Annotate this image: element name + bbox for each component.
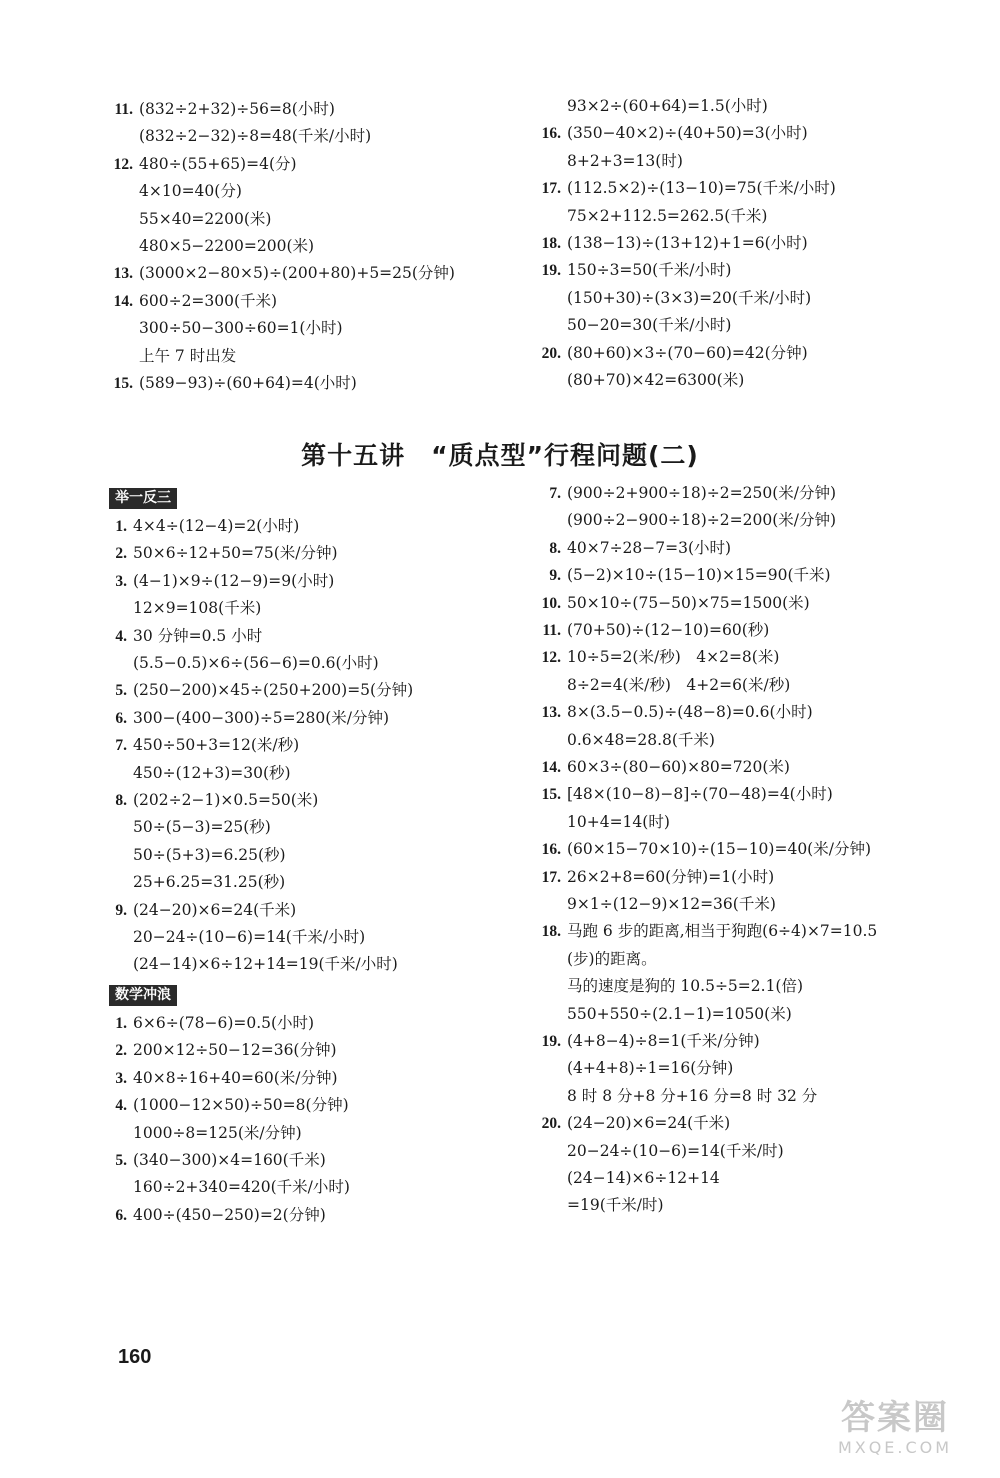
answer-text: (24−20)×6=24(千米)	[567, 1114, 731, 1133]
answer-line	[133, 1120, 302, 1147]
answer-text: (70+50)÷(12−10)=60(秒)	[567, 621, 770, 639]
answer-line	[567, 672, 790, 699]
answer-text: 10+4=14(时)	[567, 812, 670, 831]
answer-text: 8×(3.5−0.5)÷(48−8)=0.6(小时)	[567, 703, 813, 722]
answer-line	[567, 367, 744, 394]
answer-text: 50÷(5+3)=6.25(秒)	[133, 845, 286, 864]
answer-line	[541, 864, 775, 891]
answer-line	[567, 1055, 733, 1082]
answer-text: 300÷50−300÷60=1(小时)	[139, 319, 343, 338]
answer-line	[133, 595, 261, 622]
answer-text: (900÷2−900÷18)÷2=200(米/分钟)	[567, 511, 837, 530]
watermark-url: MXQE.COM	[837, 1438, 953, 1457]
answer-text: (3000×2−80×5)÷(200+80)+5=25(分钟)	[139, 264, 455, 283]
answer-text: 480÷(55+65)=4(分)	[139, 154, 297, 173]
answer-text: 93×2÷(60+64)=1.5(小时)	[567, 97, 768, 115]
answer-text: 0.6×48=28.8(千米)	[567, 730, 715, 749]
answer-text: 4×10=40(分)	[139, 182, 242, 201]
answer-line	[115, 732, 300, 759]
answer-line	[133, 951, 398, 978]
question-number: 14.	[541, 759, 561, 776]
answer-text: (60×15−70×10)÷(15−10)=40(米/分钟)	[567, 840, 871, 859]
answer-text: (4+4+8)÷1=16(分钟)	[567, 1059, 734, 1078]
answer-line	[567, 312, 731, 339]
answer-line	[139, 233, 314, 260]
watermark-logo-text: 答案圈	[841, 1398, 949, 1438]
answer-line	[541, 699, 813, 726]
answer-line	[567, 507, 836, 534]
answer-text: 40×7÷28−7=3(小时)	[567, 538, 732, 557]
section-badge-juyifansan: 举一反三	[109, 488, 177, 509]
answer-line	[541, 781, 833, 808]
answer-text: (5.5−0.5)×6÷(56−6)=0.6(小时)	[133, 654, 379, 672]
question-number: 11.	[542, 622, 561, 639]
answer-text: 6×6÷(78−6)=0.5(小时)	[133, 1014, 315, 1032]
answer-text: (250−200)×45÷(250+200)=5(分钟)	[133, 681, 414, 700]
answer-text: (24−20)×6=24(千米)	[133, 900, 297, 919]
answer-line	[139, 178, 242, 205]
answer-text: 40×8÷16+40=60(米/分钟)	[133, 1068, 338, 1087]
answer-line	[541, 175, 836, 202]
question-number: 5.	[115, 682, 127, 700]
answer-text: 4×4÷(12−4)=2(小时)	[133, 517, 300, 535]
question-number: 1.	[115, 518, 127, 535]
answer-line	[115, 540, 338, 567]
answer-text: 480×5−2200=200(米)	[139, 237, 315, 255]
answer-line	[567, 891, 776, 918]
answer-line	[115, 1010, 315, 1037]
answer-text: 8÷2=4(米/秒) 4+2=6(米/秒)	[567, 675, 791, 694]
question-number: 2.	[115, 1042, 127, 1060]
answer-text: 160÷2+340=420(千米/小时)	[133, 1178, 350, 1197]
answer-text: (112.5×2)÷(13−10)=75(千米/小时)	[567, 179, 836, 198]
question-number: 17.	[541, 868, 561, 886]
answer-line	[133, 1174, 350, 1201]
answer-line	[133, 760, 291, 787]
answer-line	[541, 644, 780, 671]
answer-text: 50−20=30(千米/小时)	[567, 316, 732, 335]
answer-text: 马跑 6 步的距离,相当于狗跑(6÷4)×7=10.5	[567, 922, 878, 941]
answer-text: 25+6.25=31.25(秒)	[133, 873, 286, 892]
answer-line	[541, 754, 790, 781]
answer-line	[115, 623, 263, 650]
answer-line	[113, 370, 357, 397]
answer-line	[567, 727, 715, 754]
answer-line	[567, 946, 657, 973]
answer-text: =19(千米/时)	[567, 1196, 664, 1215]
answer-line	[115, 1092, 349, 1119]
question-number: 18.	[541, 235, 561, 252]
answer-text: 50×6÷12+50=75(米/分钟)	[133, 544, 338, 563]
answer-text: (202÷2−1)×0.5=50(米)	[133, 791, 319, 809]
question-number: 12.	[541, 649, 561, 667]
answer-line	[115, 1037, 337, 1064]
answer-text: (5−2)×10÷(15−10)×15=90(千米)	[567, 566, 831, 585]
question-number: 9.	[549, 567, 561, 585]
answer-text: (150+30)÷(3×3)=20(千米/小时)	[567, 288, 812, 307]
answer-text: 200×12÷50−12=36(分钟)	[133, 1041, 337, 1060]
answer-text: 450÷50+3=12(米/秒)	[133, 736, 300, 755]
question-number: 2.	[115, 545, 127, 563]
answer-line	[549, 562, 831, 589]
question-number: 1.	[115, 1015, 127, 1032]
answer-line	[133, 842, 286, 869]
answer-text: (步)的距离。	[567, 949, 657, 968]
answer-line	[567, 1138, 784, 1165]
answer-text: (589−93)÷(60+64)=4(小时)	[139, 374, 357, 392]
answer-line	[113, 260, 455, 287]
answer-text: 1000÷8=125(米/分钟)	[133, 1123, 302, 1142]
answer-text: (832÷2−32)÷8=48(千米/小时)	[139, 127, 372, 146]
answer-text: 55×40=2200(米)	[139, 209, 272, 228]
answer-line	[133, 814, 271, 841]
answer-line	[567, 285, 811, 312]
question-number: 17.	[541, 180, 561, 198]
answer-text: 150÷3=50(千米/小时)	[567, 261, 732, 280]
question-number: 16.	[541, 125, 561, 143]
answer-line	[567, 1165, 720, 1192]
question-number: 13.	[541, 704, 561, 722]
answer-text: (340−300)×4=160(千米)	[133, 1151, 326, 1169]
answer-line	[115, 897, 297, 924]
answer-line	[541, 918, 878, 945]
answer-text: (138−13)÷(13+12)+1=6(小时)	[567, 234, 808, 252]
question-number: 19.	[541, 1033, 561, 1050]
answer-text: 60×3÷(80−60)×80=720(米)	[567, 758, 790, 776]
answer-line	[113, 288, 278, 315]
answer-line	[541, 340, 808, 367]
answer-text: 50÷(5−3)=25(秒)	[133, 818, 271, 837]
answer-text: 20−24÷(10−6)=14(千米/时)	[567, 1141, 784, 1160]
question-number: 3.	[115, 572, 127, 590]
answer-line	[139, 315, 343, 342]
answer-line	[115, 513, 300, 540]
answer-line	[115, 677, 414, 704]
question-number: 19.	[541, 262, 561, 280]
question-number: 20.	[541, 1115, 561, 1133]
answer-line	[133, 869, 285, 896]
question-number: 6.	[115, 1206, 127, 1224]
answer-text: 马的速度是狗的 10.5÷5=2.1(倍)	[567, 977, 804, 996]
question-number: 14.	[113, 292, 133, 310]
question-number: 7.	[549, 485, 561, 502]
answer-text: (24−14)×6÷12+14=19(千米/小时)	[133, 955, 398, 974]
question-number: 11.	[114, 101, 133, 118]
answer-line	[549, 535, 732, 562]
question-number: 20.	[541, 344, 561, 362]
answer-text: (1000−12×50)÷50=8(分钟)	[133, 1096, 349, 1115]
answer-text: 450÷(12+3)=30(秒)	[133, 763, 291, 782]
question-number: 5.	[115, 1152, 127, 1169]
answer-line	[115, 1202, 326, 1229]
answer-text: (4+8−4)÷8=1(千米/分钟)	[567, 1032, 760, 1050]
answer-text: (4−1)×9÷(12−9)=9(小时)	[133, 571, 335, 590]
question-number: 18.	[541, 923, 561, 941]
answer-text: (832÷2+32)÷56=8(小时)	[139, 100, 335, 118]
answer-text: 50×10÷(75−50)×75=1500(米)	[567, 593, 810, 612]
answer-text: 12×9=108(千米)	[133, 599, 262, 618]
answer-line	[115, 1065, 338, 1092]
question-number: 15.	[113, 375, 133, 392]
answer-text: 上午 7 时出发	[139, 346, 237, 365]
section-badge-shuxuechonglang: 数学冲浪	[109, 985, 177, 1006]
question-number: 12.	[113, 155, 133, 173]
answer-text: (80+70)×42=6300(米)	[567, 371, 745, 389]
answer-line	[541, 230, 808, 257]
answer-line	[549, 480, 837, 507]
answer-text: 75×2+112.5=262.5(千米)	[567, 206, 768, 225]
answer-line	[115, 787, 319, 814]
answer-line	[567, 1083, 817, 1110]
answer-text: 8 时 8 分+8 分+16 分=8 时 32 分	[567, 1086, 818, 1105]
page-number: 160	[118, 1346, 152, 1368]
answer-line	[115, 1147, 326, 1174]
question-number: 16.	[541, 841, 561, 859]
question-number: 7.	[115, 737, 127, 755]
answer-line	[541, 836, 871, 863]
answer-line	[541, 1110, 731, 1137]
answer-line	[541, 257, 732, 284]
answer-line	[139, 343, 236, 370]
answer-text: 600÷2=300(千米)	[139, 291, 278, 310]
question-number: 10.	[541, 594, 561, 612]
answer-text: (80+60)×3÷(70−60)=42(分钟)	[567, 343, 808, 362]
answer-line	[541, 1028, 760, 1055]
answer-line	[115, 568, 335, 595]
question-number: 4.	[115, 1097, 127, 1115]
answer-line	[133, 650, 379, 677]
answer-text: (900÷2+900÷18)÷2=250(米/分钟)	[567, 484, 837, 502]
answer-line	[139, 123, 371, 150]
answer-line	[567, 1192, 664, 1219]
question-number: 8.	[115, 792, 127, 809]
answer-text: 400÷(450−250)=2(分钟)	[133, 1205, 326, 1224]
answer-text: 10÷5=2(米/秒) 4×2=8(米)	[567, 648, 780, 667]
answer-line	[541, 590, 810, 617]
answer-text: (24−14)×6÷12+14	[567, 1169, 720, 1187]
question-number: 13.	[113, 265, 133, 283]
answer-line	[115, 705, 390, 732]
watermark-logo	[800, 1398, 990, 1458]
answer-text: 8+2+3=13(时)	[567, 151, 683, 170]
answer-line	[567, 203, 767, 230]
question-number: 8.	[549, 539, 561, 557]
answer-text: 9×1÷(12−9)×12=36(千米)	[567, 895, 776, 913]
question-number: 9.	[115, 901, 127, 919]
question-number: 4.	[115, 627, 127, 645]
answer-line	[567, 1001, 792, 1028]
answer-line	[567, 809, 670, 836]
question-number: 6.	[115, 709, 127, 727]
answer-line	[133, 924, 365, 951]
answer-line	[567, 148, 683, 175]
answer-line	[542, 617, 770, 644]
answer-text: (350−40×2)÷(40+50)=3(小时)	[567, 124, 808, 143]
page-title: 第十五讲 “质点型”行程问题(二)	[301, 441, 699, 470]
answer-line	[567, 973, 803, 1000]
answer-text: [48×(10−8)−8]÷(70−48)=4(小时)	[567, 785, 833, 804]
answer-line	[139, 206, 271, 233]
answer-line	[541, 120, 808, 147]
answer-text: 550+550÷(2.1−1)=1050(米)	[567, 1004, 792, 1023]
question-number: 15.	[541, 786, 561, 804]
answer-text: 20−24÷(10−6)=14(千米/小时)	[133, 928, 366, 946]
answer-line	[567, 93, 768, 120]
answer-line	[113, 151, 297, 178]
answer-line	[114, 96, 335, 123]
question-number: 3.	[115, 1069, 127, 1087]
answer-text: 300−(400−300)÷5=280(米/分钟)	[133, 708, 390, 727]
answer-text: 26×2+8=60(分钟)=1(小时)	[567, 867, 775, 886]
answer-text: 30 分钟=0.5 小时	[133, 626, 263, 645]
